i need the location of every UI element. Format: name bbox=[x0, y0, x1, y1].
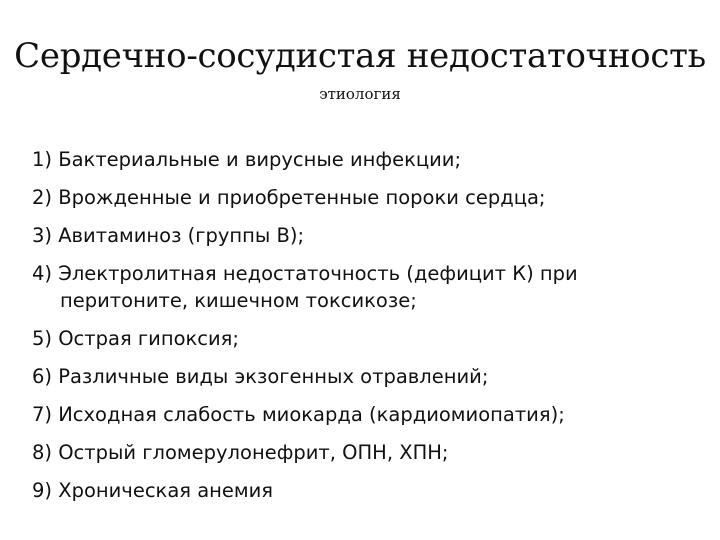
list-item: 9) Хроническая анемия bbox=[32, 479, 274, 502]
list-item: 2) Врожденные и приобретенные пороки сердца; bbox=[32, 186, 546, 209]
slide-title: Сердечно-сосудистая недостаточность bbox=[14, 36, 706, 76]
etiology-list bbox=[32, 146, 692, 515]
list-item: 4) Электролитная недостаточность (дефицит К) при перитоните, кишечном токсикозе; bbox=[32, 262, 578, 312]
slide-subtitle: этиология bbox=[319, 85, 401, 103]
list-item: 6) Различные виды экзогенных отравлений; bbox=[32, 365, 489, 388]
list-item: 3) Авитаминоз (группы В); bbox=[32, 224, 305, 247]
list-item: 1) Бактериальные и вирусные инфекции; bbox=[32, 148, 462, 171]
list-item: 5) Острая гипоксия; bbox=[32, 327, 239, 350]
list-item: 7) Исходная слабость миокарда (кардиомиопатия); bbox=[32, 403, 565, 426]
list-item: 8) Острый гломерулонефрит, ОПН, ХПН; bbox=[32, 441, 449, 464]
